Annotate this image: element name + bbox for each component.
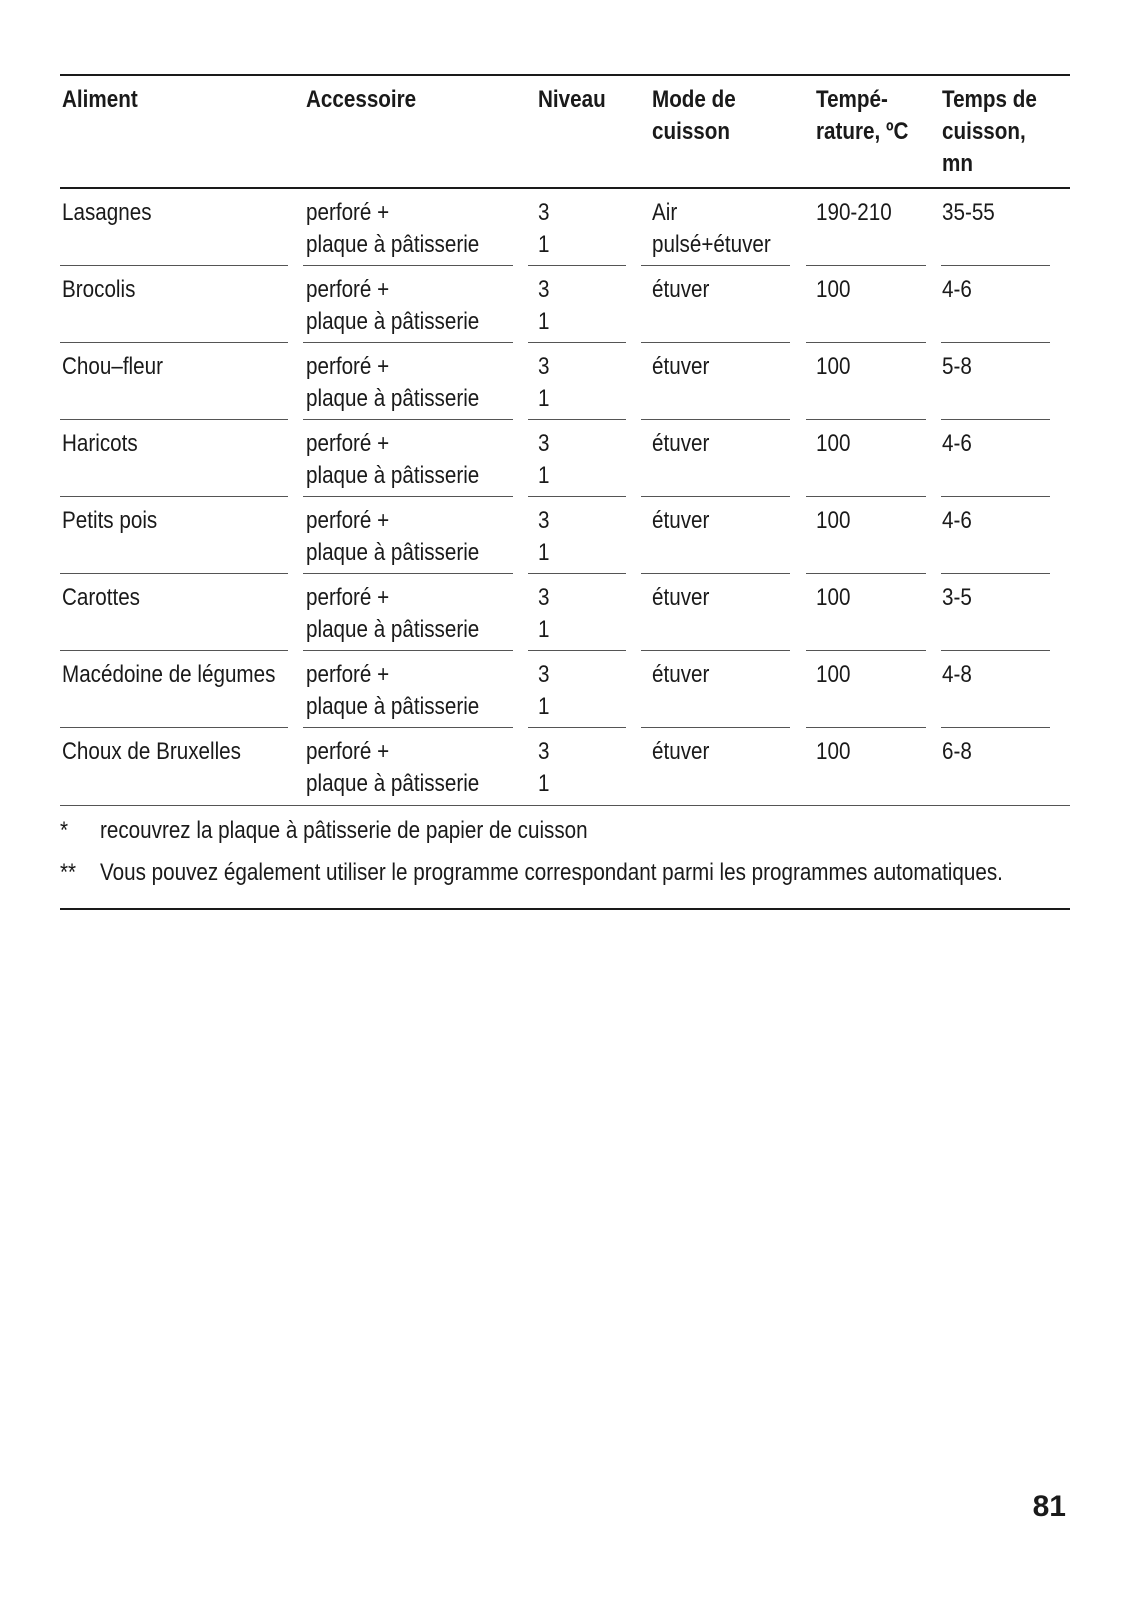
cell-line: étuver (652, 738, 710, 765)
cell-temperature: 100 (816, 738, 851, 765)
cell-mode (652, 505, 709, 537)
table-row (60, 189, 1070, 266)
table-row (60, 574, 1070, 651)
cell-line: étuver (652, 584, 710, 611)
cell-line: 1 (538, 770, 550, 797)
cell-line: Air (652, 199, 678, 226)
footnote-2 (60, 856, 1070, 898)
cell-line: pulsé+étuver (652, 231, 771, 258)
cell-temps: 3-5 (942, 584, 972, 611)
cell-niveau (538, 351, 549, 415)
cell-accessoire (306, 274, 479, 338)
header-temps (942, 84, 1037, 180)
cell-line: 3 (538, 584, 550, 611)
cell-line: 1 (538, 616, 550, 643)
cell-line: perforé + (306, 584, 390, 611)
cell-niveau (538, 274, 549, 338)
cell-line: plaque à pâtisserie (306, 385, 480, 412)
cell-line: 1 (538, 539, 550, 566)
footnote-mark: * (60, 817, 69, 844)
cell-line: plaque à pâtisserie (306, 770, 480, 797)
footnote-1 (60, 814, 1070, 856)
cell-line: plaque à pâtisserie (306, 693, 480, 720)
header-line: rature, ºC (816, 118, 909, 145)
table-body (60, 189, 1070, 805)
header-line: Mode de (652, 86, 736, 113)
footnote-text: Vous pouvez également utiliser le programme correspondant parmi les programmes automatiques. (100, 859, 1003, 886)
cell-mode (652, 351, 709, 383)
footnotes (60, 805, 1070, 910)
header-line: cuisson (652, 118, 731, 145)
footnote-text: recouvrez la plaque à pâtisserie de papier de cuisson (100, 817, 588, 844)
cell-temperature: 100 (816, 507, 851, 534)
cell-temperature: 190-210 (816, 199, 892, 226)
cell-line: perforé + (306, 738, 390, 765)
cell-temps: 4-6 (942, 507, 972, 534)
cell-niveau (538, 582, 549, 646)
cell-line: 3 (538, 507, 550, 534)
cell-line: 3 (538, 276, 550, 303)
table-row (60, 651, 1070, 728)
cell-niveau (538, 197, 549, 261)
cell-line: étuver (652, 353, 710, 380)
cell-temperature: 100 (816, 661, 851, 688)
cell-mode (652, 736, 709, 768)
cell-accessoire (306, 582, 479, 646)
cell-temps: 6-8 (942, 738, 972, 765)
cell-line: plaque à pâtisserie (306, 539, 480, 566)
cell-temps: 4-6 (942, 276, 972, 303)
cell-aliment: Choux de Bruxelles (62, 738, 241, 765)
cell-niveau (538, 505, 549, 569)
cell-temps: 35-55 (942, 199, 995, 226)
cell-aliment: Lasagnes (62, 199, 152, 226)
cell-mode (652, 274, 709, 306)
cell-line: plaque à pâtisserie (306, 616, 480, 643)
cell-mode (652, 197, 771, 261)
cell-line: étuver (652, 430, 710, 457)
cell-line: étuver (652, 276, 710, 303)
footnote-mark: ** (60, 859, 77, 886)
cell-aliment: Brocolis (62, 276, 136, 303)
cell-temperature: 100 (816, 430, 851, 457)
cell-aliment: Carottes (62, 584, 141, 611)
cell-temperature: 100 (816, 276, 851, 303)
table-row (60, 728, 1070, 805)
cell-line: perforé + (306, 661, 390, 688)
cell-aliment: Petits pois (62, 507, 158, 534)
cell-line: perforé + (306, 199, 390, 226)
header-line: Tempé- (816, 86, 888, 113)
cell-line: 3 (538, 661, 550, 688)
table-row (60, 266, 1070, 343)
cell-mode (652, 582, 709, 614)
cell-line: étuver (652, 507, 710, 534)
cell-accessoire (306, 505, 479, 569)
cell-line: 3 (538, 199, 550, 226)
cell-line: plaque à pâtisserie (306, 231, 480, 258)
cell-line: 1 (538, 462, 550, 489)
cell-line: 1 (538, 308, 550, 335)
cell-line: perforé + (306, 430, 390, 457)
cell-niveau (538, 428, 549, 492)
cell-line: plaque à pâtisserie (306, 462, 480, 489)
cell-line: 3 (538, 353, 550, 380)
table-row (60, 420, 1070, 497)
page-number: 81 (1032, 1490, 1066, 1523)
cell-temperature: 100 (816, 353, 851, 380)
cell-aliment: Macédoine de légumes (62, 661, 276, 688)
table-row (60, 497, 1070, 574)
cell-line: 1 (538, 385, 550, 412)
table-row (60, 343, 1070, 420)
table-header-row (60, 76, 1070, 189)
cell-line: 1 (538, 231, 550, 258)
cell-line: perforé + (306, 507, 390, 534)
cell-accessoire (306, 736, 479, 800)
header-mode (652, 84, 736, 148)
header-line: Niveau (538, 86, 606, 113)
header-line: Aliment (62, 86, 138, 113)
cell-line: perforé + (306, 276, 390, 303)
cooking-table (60, 74, 1070, 910)
cell-accessoire (306, 428, 479, 492)
header-line: cuisson, (942, 118, 1026, 145)
cell-aliment: Chou–fleur (62, 353, 163, 380)
header-line: Accessoire (306, 86, 417, 113)
cell-accessoire (306, 659, 479, 723)
header-line: Temps de (942, 86, 1037, 113)
cell-niveau (538, 736, 549, 800)
cell-line: plaque à pâtisserie (306, 308, 480, 335)
cell-line: 1 (538, 693, 550, 720)
cell-accessoire (306, 351, 479, 415)
cell-line: perforé + (306, 353, 390, 380)
cell-mode (652, 428, 709, 460)
header-accessoire (306, 84, 416, 116)
header-niveau (538, 84, 606, 116)
header-line: mn (942, 150, 973, 177)
cell-aliment: Haricots (62, 430, 138, 457)
cell-line: 3 (538, 738, 550, 765)
cell-temps: 4-8 (942, 661, 972, 688)
header-temperature (816, 84, 908, 148)
cell-line: 3 (538, 430, 550, 457)
cell-temps: 4-6 (942, 430, 972, 457)
cell-line: étuver (652, 661, 710, 688)
cell-niveau (538, 659, 549, 723)
cell-accessoire (306, 197, 479, 261)
cell-temperature: 100 (816, 584, 851, 611)
cell-mode (652, 659, 709, 691)
header-aliment (62, 84, 138, 116)
cell-temps: 5-8 (942, 353, 972, 380)
